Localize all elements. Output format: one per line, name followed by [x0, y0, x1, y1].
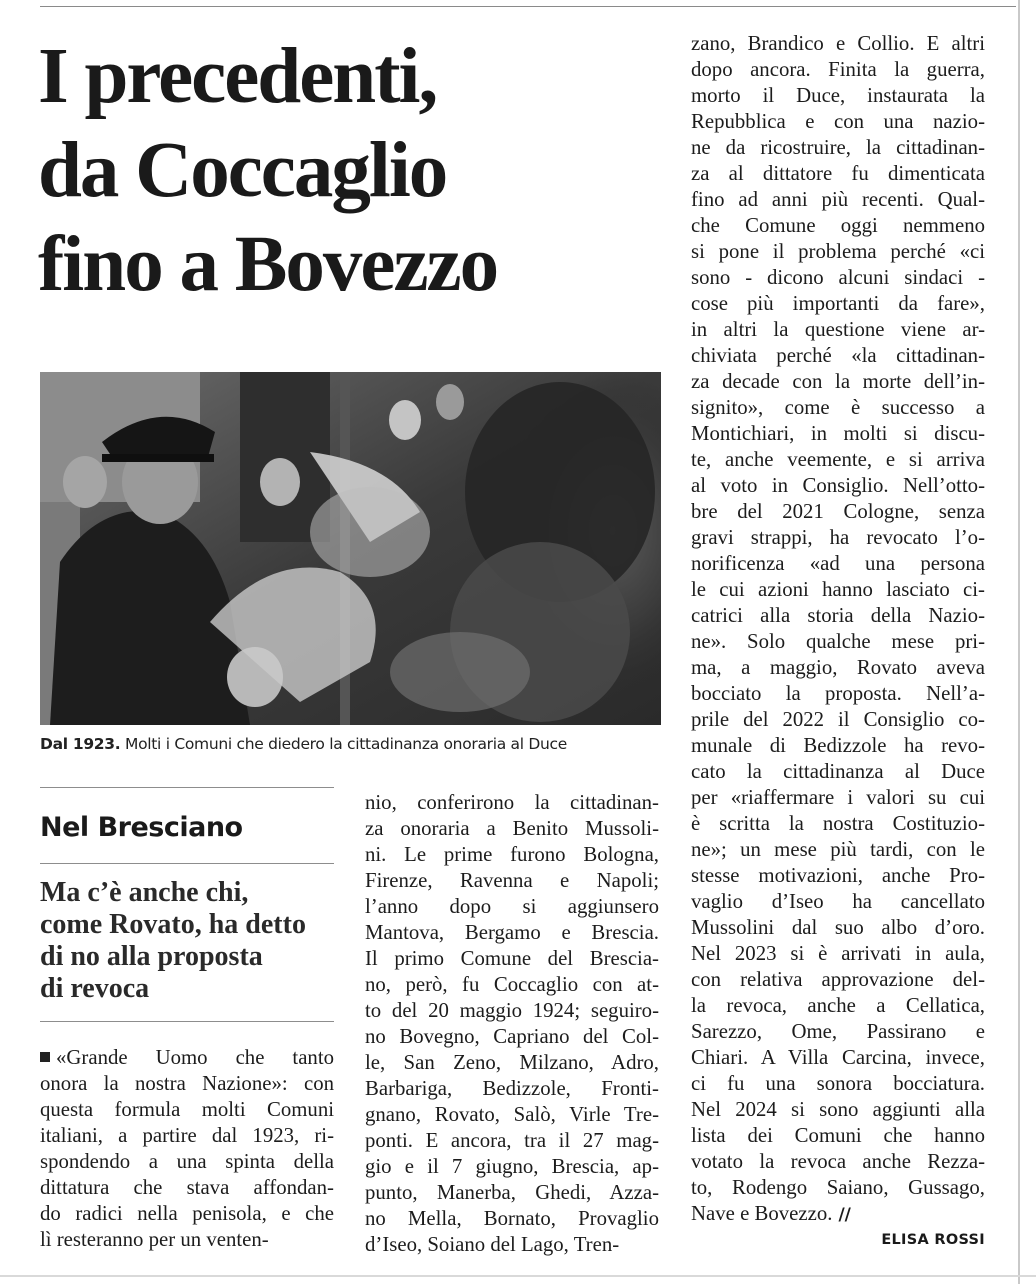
body-text-line	[365, 894, 659, 920]
section-kicker: Nel Bresciano	[40, 812, 243, 843]
bottom-rule	[0, 1275, 1036, 1277]
body-text: Firenze, Ravenna e Napoli;	[365, 869, 659, 892]
body-text-line	[365, 1180, 659, 1206]
body-text-line	[691, 889, 985, 915]
body-text: ma, a maggio, Rovato aveva	[691, 656, 985, 679]
subhead-line: di revoca	[40, 973, 150, 1004]
body-text: ni. Le prime furono Bologna,	[365, 843, 659, 866]
body-text: za decade con la morte dell’in-	[691, 370, 985, 393]
body-text: Nel 2023 si è arrivati in aula,	[691, 942, 985, 965]
caption-lead: Dal 1923.	[40, 735, 121, 753]
body-text: l’anno dopo si aggiunsero	[365, 895, 659, 918]
body-text-line	[691, 863, 985, 889]
body-text-line	[691, 31, 985, 57]
body-text-line	[691, 1097, 985, 1123]
body-text: stesse motivazioni, anche Pro-	[691, 864, 985, 887]
body-text-line	[691, 57, 985, 83]
body-text-line	[691, 993, 985, 1019]
body-text: che Comune oggi nemmeno	[691, 214, 985, 237]
body-text-line	[365, 1102, 659, 1128]
body-text: si pone il problema perché «ci	[691, 240, 985, 263]
body-text: do radici nella penisola, e che	[40, 1202, 334, 1225]
body-text-line	[691, 785, 985, 811]
body-text: no Mella, Bornato, Provaglio	[365, 1207, 659, 1230]
body-text: bre del 2021 Cologne, senza	[691, 500, 985, 523]
body-text-line	[40, 1123, 334, 1149]
body-text: la revoca, anche a Cellatica,	[691, 994, 985, 1017]
body-text-line	[365, 842, 659, 868]
body-text-line	[691, 421, 985, 447]
body-text-line	[40, 1071, 334, 1097]
body-column-1	[40, 1045, 334, 1253]
body-text-line	[691, 1175, 985, 1201]
photo-caption	[40, 733, 680, 755]
subhead-line: Ma c’è anche chi,	[40, 877, 249, 908]
body-text: ne». Solo qualche mese pri-	[691, 630, 985, 653]
body-text-line	[691, 733, 985, 759]
body-text-line	[691, 811, 985, 837]
body-text: al voto in Consiglio. Nell’otto-	[691, 474, 985, 497]
subhead-line: di no alla proposta	[40, 941, 263, 972]
body-text-line	[40, 1175, 334, 1201]
headline-line: I precedenti,	[38, 33, 437, 120]
photo-icon	[40, 372, 661, 725]
body-text: vaglio d’Iseo ha cancellato	[691, 890, 985, 913]
body-text-line	[691, 473, 985, 499]
body-text-line	[365, 946, 659, 972]
body-text-line	[691, 1123, 985, 1149]
body-text: za al dittatore fu dimenticata	[691, 162, 985, 185]
body-text-line	[691, 629, 985, 655]
body-text: ne»; un mese più tardi, con le	[691, 838, 985, 861]
body-text-line	[365, 1232, 659, 1258]
body-text: morto il Duce, instaurata la	[691, 84, 985, 107]
end-mark: //	[838, 1205, 851, 1225]
body-text-line	[691, 759, 985, 785]
divider	[40, 1021, 334, 1022]
body-text: gravi strappi, ha revocato l’o-	[691, 526, 985, 549]
body-text: Nave e Bovezzo.	[691, 1202, 833, 1225]
body-text-line	[365, 1206, 659, 1232]
body-text: zano, Brandico e Collio. E altri	[691, 32, 985, 55]
body-text-line	[691, 447, 985, 473]
body-text: d’Iseo, Soiano del Lago, Tren-	[365, 1233, 620, 1256]
body-text-line	[691, 369, 985, 395]
body-text-line	[365, 1024, 659, 1050]
body-text-line	[365, 868, 659, 894]
body-text-line	[40, 1201, 334, 1227]
body-text: ponti. E ancora, tra il 27 mag-	[365, 1129, 659, 1152]
body-text-line	[691, 707, 985, 733]
body-text-line	[691, 187, 985, 213]
body-text-line	[691, 265, 985, 291]
body-text-line	[691, 1201, 985, 1227]
body-text: «Grande Uomo che tanto	[56, 1046, 334, 1069]
body-text-line	[365, 998, 659, 1024]
body-text-line	[691, 655, 985, 681]
body-text-line	[691, 577, 985, 603]
body-text-line	[691, 681, 985, 707]
body-text: sono - dicono alcuni sindaci -	[691, 266, 985, 289]
body-text-line	[365, 816, 659, 842]
body-column-3	[691, 31, 985, 1227]
body-text-line	[691, 343, 985, 369]
author-byline: ELISA ROSSI	[881, 1232, 985, 1248]
body-text-line	[691, 239, 985, 265]
body-text: Il primo Comune del Brescia-	[365, 947, 659, 970]
body-text-line	[691, 837, 985, 863]
headline-line: fino a Bovezzo	[38, 221, 498, 308]
body-text: dopo ancora. Finita la guerra,	[691, 58, 985, 81]
body-text: in altri la questione viene ar-	[691, 318, 985, 341]
body-text: onora la nostra Nazione»: con	[40, 1072, 334, 1095]
body-text: norificenza «ad una persona	[691, 552, 985, 575]
body-text: fino ad anni più recenti. Qual-	[691, 188, 985, 211]
body-text-line	[365, 790, 659, 816]
body-text-line	[365, 1128, 659, 1154]
body-text: gio e il 7 giugno, Brescia, ap-	[365, 1155, 659, 1178]
body-column-2	[365, 790, 659, 1258]
body-text: è scritta la nostra Costituzio-	[691, 812, 985, 835]
body-text-line	[365, 1050, 659, 1076]
body-text: le cui azioni hanno lasciato ci-	[691, 578, 985, 601]
body-text: to, Rodengo Saiano, Gussago,	[691, 1176, 985, 1199]
body-text-line	[691, 1149, 985, 1175]
body-text-line	[691, 395, 985, 421]
body-text: cato la cittadinanza al Duce	[691, 760, 985, 783]
body-text: munale di Bedizzole ha revo-	[691, 734, 985, 757]
subhead-line: come Rovato, ha detto	[40, 909, 306, 940]
body-text-line	[40, 1227, 334, 1253]
article-photo	[40, 372, 661, 725]
body-text: lista dei Comuni che hanno	[691, 1124, 985, 1147]
body-text: Sarezzo, Ome, Passirano e	[691, 1020, 985, 1043]
body-text: catrici alla storia della Nazio-	[691, 604, 985, 627]
body-text-line	[691, 109, 985, 135]
body-text: Mantova, Bergamo e Brescia.	[365, 921, 659, 944]
subheadline	[40, 877, 340, 1005]
body-text-line	[691, 291, 985, 317]
body-text: per «riaffermare i valori su cui	[691, 786, 985, 809]
body-text-line	[365, 1154, 659, 1180]
body-text: ne da ricostruire, la cittadinan-	[691, 136, 985, 159]
body-text-line	[40, 1097, 334, 1123]
body-text-line	[691, 551, 985, 577]
body-text-line	[365, 972, 659, 998]
body-text: signito», come è successo a	[691, 396, 985, 419]
body-text-line	[691, 967, 985, 993]
body-text-line	[365, 1076, 659, 1102]
body-text: chiviata perché «la cittadinan-	[691, 344, 985, 367]
body-text: prile del 2022 il Consiglio co-	[691, 708, 985, 731]
body-text-line	[691, 1045, 985, 1071]
body-text-line	[691, 525, 985, 551]
body-text-line	[691, 135, 985, 161]
body-text-line	[691, 83, 985, 109]
body-text: no, però, fu Coccaglio con at-	[365, 973, 659, 996]
body-text-line	[40, 1149, 334, 1175]
body-text: te, anche veemente, e si arriva	[691, 448, 985, 471]
body-text: dittatura che stava affondan-	[40, 1176, 334, 1199]
body-text: Nel 2024 si sono aggiunti alla	[691, 1098, 985, 1121]
body-text-line	[691, 941, 985, 967]
headline-line: da Coccaglio	[38, 127, 447, 214]
body-text: za onoraria a Benito Mussoli-	[365, 817, 659, 840]
body-text: to del 20 maggio 1924; seguiro-	[365, 999, 659, 1022]
body-text: spondendo a una spinta della	[40, 1150, 334, 1173]
body-text: le, San Zeno, Milzano, Adro,	[365, 1051, 659, 1074]
body-text: italiani, a partire dal 1923, ri-	[40, 1124, 334, 1147]
body-text: Barbariga, Bedizzole, Fronti-	[365, 1077, 659, 1100]
body-text: Chiari. A Villa Carcina, invece,	[691, 1046, 985, 1069]
body-text-line	[691, 317, 985, 343]
body-text-line	[691, 915, 985, 941]
body-text: cose più importanti da fare»,	[691, 292, 985, 315]
top-rule	[40, 6, 1016, 7]
body-text: Mussolini dal suo albo d’oro.	[691, 916, 985, 939]
body-text-line	[691, 499, 985, 525]
body-text: lì resteranno per un venten-	[40, 1228, 269, 1251]
body-text-line	[691, 1071, 985, 1097]
body-text: Montichiari, in molti si discu-	[691, 422, 985, 445]
body-text-line	[40, 1045, 334, 1071]
body-text: questa formula molti Comuni	[40, 1098, 334, 1121]
bullet-square-icon	[40, 1052, 50, 1062]
body-text: ci fu una sonora bocciatura.	[691, 1072, 985, 1095]
headline	[38, 30, 678, 312]
caption-text: Molti i Comuni che diedero la cittadinanza onoraria al Duce	[125, 735, 567, 753]
body-text: Repubblica e con una nazio-	[691, 110, 985, 133]
divider	[40, 787, 334, 788]
body-text: votato la revoca anche Rezza-	[691, 1150, 985, 1173]
body-text: punto, Manerba, Ghedi, Azza-	[365, 1181, 659, 1204]
body-text-line	[691, 1019, 985, 1045]
body-text: no Bovegno, Capriano del Col-	[365, 1025, 659, 1048]
body-text-line	[365, 920, 659, 946]
body-text-line	[691, 213, 985, 239]
divider	[40, 863, 334, 864]
body-text-line	[691, 603, 985, 629]
body-text: con relativa approvazione del-	[691, 968, 985, 991]
body-text: bocciato la proposta. Nell’a-	[691, 682, 985, 705]
body-text: nio, conferirono la cittadinan-	[365, 791, 659, 814]
body-text-line	[691, 161, 985, 187]
page-edge	[1018, 0, 1020, 1284]
body-text: gnano, Rovato, Salò, Virle Tre-	[365, 1103, 659, 1126]
